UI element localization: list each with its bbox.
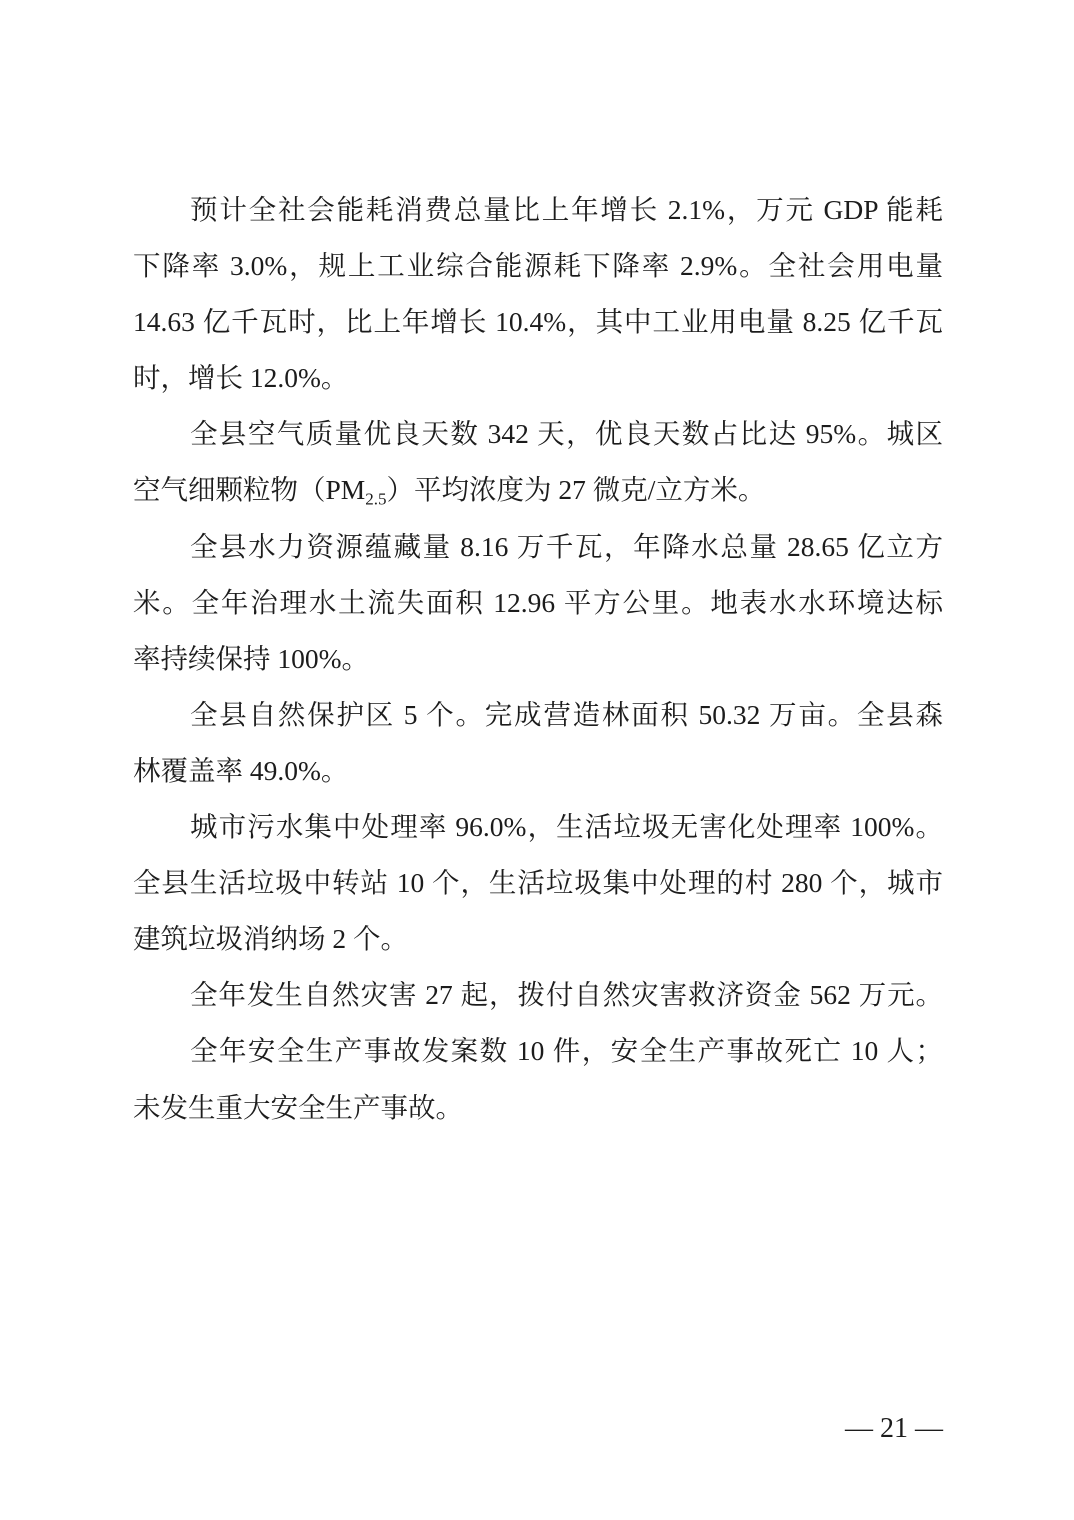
text-line: 预计全社会能耗消费总量比上年增长 2.1%，万元 GDP 能耗 [190,194,943,225]
text-line: 下降率 3.0%，规上工业综合能源耗下降率 2.9%。全社会用电量 [133,250,943,282]
paragraph-safety [133,1023,943,1135]
text-line: 全县生活垃圾中转站 10 个，生活垃圾集中处理的村 280 个，城市 [133,867,943,899]
paragraph-waste [133,799,943,967]
paragraph-energy [133,182,943,406]
text-line: 米。全年治理水土流失面积 12.96 平方公里。地表水水环境达标 [133,586,943,618]
text-line: 时，增长 12.0%。 [133,362,349,394]
paragraph-disasters [133,967,943,1023]
paragraph-air-quality [133,406,943,518]
text-line: 全县水力资源蕴藏量 8.16 万千瓦，年降水总量 28.65 亿立方 [190,530,943,562]
paragraph-water-resources [133,519,943,687]
document-body [133,182,943,1136]
text-line: 城市污水集中处理率 96.0%，生活垃圾无害化处理率 100%。 [190,811,943,843]
text-line: 全县空气质量优良天数 342 天，优良天数占比达 95%。城区 [190,418,943,450]
text-line: 全年安全生产事故发案数 10 件，安全生产事故死亡 10 人； [190,1035,943,1067]
text-line: 率持续保持 100%。 [133,642,370,674]
page-number: — 21 — [845,1413,943,1444]
text-line: 林覆盖率 49.0%。 [133,754,349,786]
text-line: 建筑垃圾消纳场 2 个。 [133,923,408,955]
text-line: 未发生重大安全生产事故。 [133,1091,463,1123]
text-line [133,462,943,518]
text-segment: ）平均浓度为 27 微克/立方米。 [386,474,766,506]
text-segment: 空气细颗粒物（PM [133,474,366,506]
text-line: 全县自然保护区 5 个。完成营造林面积 50.32 万亩。全县森 [190,698,943,730]
pm-subscript: 2.5 [365,489,387,509]
text-line: 全年发生自然灾害 27 起，拨付自然灾害救济资金 562 万元。 [190,979,943,1011]
paragraph-forest [133,687,943,799]
text-line: 14.63 亿千瓦时，比上年增长 10.4%，其中工业用电量 8.25 亿千瓦 [133,306,943,338]
